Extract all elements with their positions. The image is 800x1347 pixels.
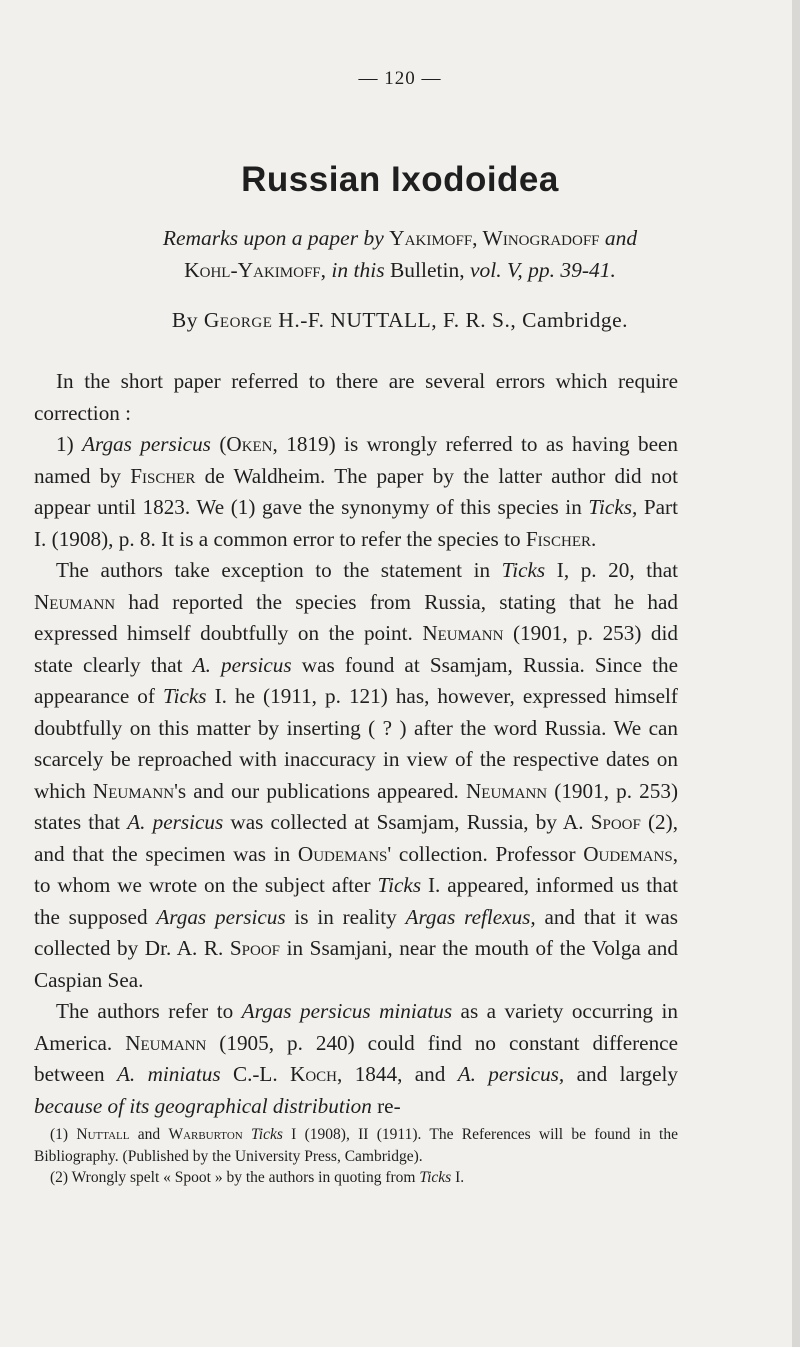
author-name: Fischer [130, 463, 196, 488]
species-name: A. persicus, [457, 1062, 565, 1086]
author-name: Neumann [92, 778, 175, 803]
text: , 1844, and [337, 1062, 458, 1086]
author-name: Fischer [525, 526, 592, 551]
page-edge [792, 0, 800, 1347]
text: I. he (1911, p. 121) has, however, expressed himself doubtfully on this matter by inserting ( ? ) after the word Russia. We can scarcely be reproached with inaccuracy in view of the respective dates on which [34, 684, 678, 803]
author-name: Oudemans [583, 841, 673, 866]
text: was collected at Ssamjam, Russia, by A. [223, 810, 591, 834]
text: The authors refer to [56, 999, 242, 1023]
text [243, 1126, 251, 1143]
article-subtitle [0, 222, 800, 286]
text: ' collection. Professor [387, 841, 584, 866]
author-name: Warburton [168, 1126, 243, 1143]
text: (1901, p. 253) states that [34, 778, 678, 834]
species-name: Argas reflexus, [405, 904, 536, 929]
text: as a variety occurring in America. [34, 999, 678, 1055]
subtitle-text: and [599, 226, 638, 250]
author-name: Neumann [422, 621, 504, 645]
author-name: Spoof [590, 810, 641, 834]
text: and [129, 1126, 169, 1143]
species-name: A. persicus [192, 652, 292, 677]
text: I. [451, 1169, 465, 1186]
species-name: A. miniatus [116, 1062, 221, 1086]
paragraph [34, 996, 678, 1122]
text: (1905, p. 240) could find no constant difference between [34, 1030, 678, 1086]
article-title: Russian Ixodoidea [241, 160, 559, 199]
paragraph [34, 555, 678, 996]
text: and largely [564, 1062, 679, 1086]
paragraph [34, 429, 678, 555]
species-name: Argas persicus [156, 904, 286, 929]
author-name: Neumann [34, 589, 116, 614]
text: 's and our publications appeared. [174, 778, 466, 803]
text: in Ssamjani, near the mouth of the Volga and Caspian Sea. [34, 936, 678, 992]
species-name: A. persicus [127, 810, 224, 834]
page-number: — 120 — [358, 68, 442, 89]
subtitle-text: in this [326, 258, 385, 282]
text: ( [210, 432, 227, 456]
text: was found at Ssamjam, Russia. Since the appearance of [34, 652, 678, 708]
text: C.-L. [220, 1062, 291, 1086]
text: , to whom we wrote on the subject after [34, 841, 678, 897]
species-name: Argas persicus miniatus [241, 999, 453, 1023]
byline-text: By [171, 308, 204, 332]
paragraph: In the short paper referred to there are several errors which require correction : [34, 369, 678, 425]
text: Part I. (1908), p. 8. It is a common error to refer the species to [34, 495, 679, 551]
byline [0, 308, 800, 333]
emphasis: because of its geographical distribution [34, 1093, 372, 1118]
work-title: Ticks [419, 1169, 452, 1186]
author-name: Spoof [229, 936, 281, 960]
author-names: Yakimoff, Winogradoff [389, 226, 600, 250]
work-title: Ticks [501, 558, 546, 582]
citation: vol. V, pp. 39-41. [469, 258, 616, 282]
author-name: Neumann [465, 778, 548, 803]
text: re- [371, 1093, 401, 1118]
author-name: Nuttall [76, 1126, 130, 1143]
work-title: Ticks [163, 684, 207, 708]
text: I, p. 20, that [545, 558, 678, 582]
author-name: Neumann [125, 1030, 207, 1055]
text: . [591, 526, 597, 551]
author-name: Oken [226, 432, 273, 456]
text: (2), and that the specimen was in [34, 810, 678, 866]
author-name: Oudemans [297, 841, 388, 866]
author-name: Koch [290, 1062, 338, 1086]
text: 1) [56, 432, 83, 456]
text: (1) [50, 1126, 77, 1143]
footnote-1 [34, 1124, 678, 1167]
text: and that it was collected by Dr. A. R. [34, 904, 679, 960]
author-names: Kohl-Yakimoff, [184, 258, 327, 282]
text: is in reality [285, 904, 406, 929]
author-rest: H.-F. NUTTALL, F. R. S., Cambridge. [272, 308, 629, 332]
article-body [34, 366, 678, 1122]
author-first-name: George [203, 308, 273, 332]
work-title: Ticks, [588, 495, 638, 519]
text: had reported the species from Russia, stating that he had expressed himself doubtfully on the point. [34, 589, 678, 645]
text: (1901, p. 253) did state clearly that [34, 621, 678, 677]
text: The authors take exception to the statement in [56, 558, 502, 582]
text: , 1819) is wrongly referred to as having been named by [34, 432, 679, 488]
text: I (1908), II (1911). The References will be found in the Bibliography. (Published by the University Press, Cambridge). [34, 1126, 678, 1165]
subtitle-text: Bulletin, [384, 258, 470, 282]
work-title: Ticks [251, 1126, 283, 1143]
text: I. appeared, informed us that the supposed [34, 873, 678, 929]
subtitle-text: Remarks upon a paper by [162, 226, 390, 250]
species-name: Argas persicus [82, 432, 211, 456]
text: de Waldheim. The paper by the latter author did not appear until 1823. We (1) gave the synonymy of this species in [34, 463, 678, 519]
text: (2) Wrongly spelt « Spoot » by the authors in quoting from [50, 1169, 420, 1186]
footnotes [34, 1124, 678, 1189]
work-title: Ticks [377, 873, 422, 897]
footnote-2 [34, 1167, 678, 1189]
